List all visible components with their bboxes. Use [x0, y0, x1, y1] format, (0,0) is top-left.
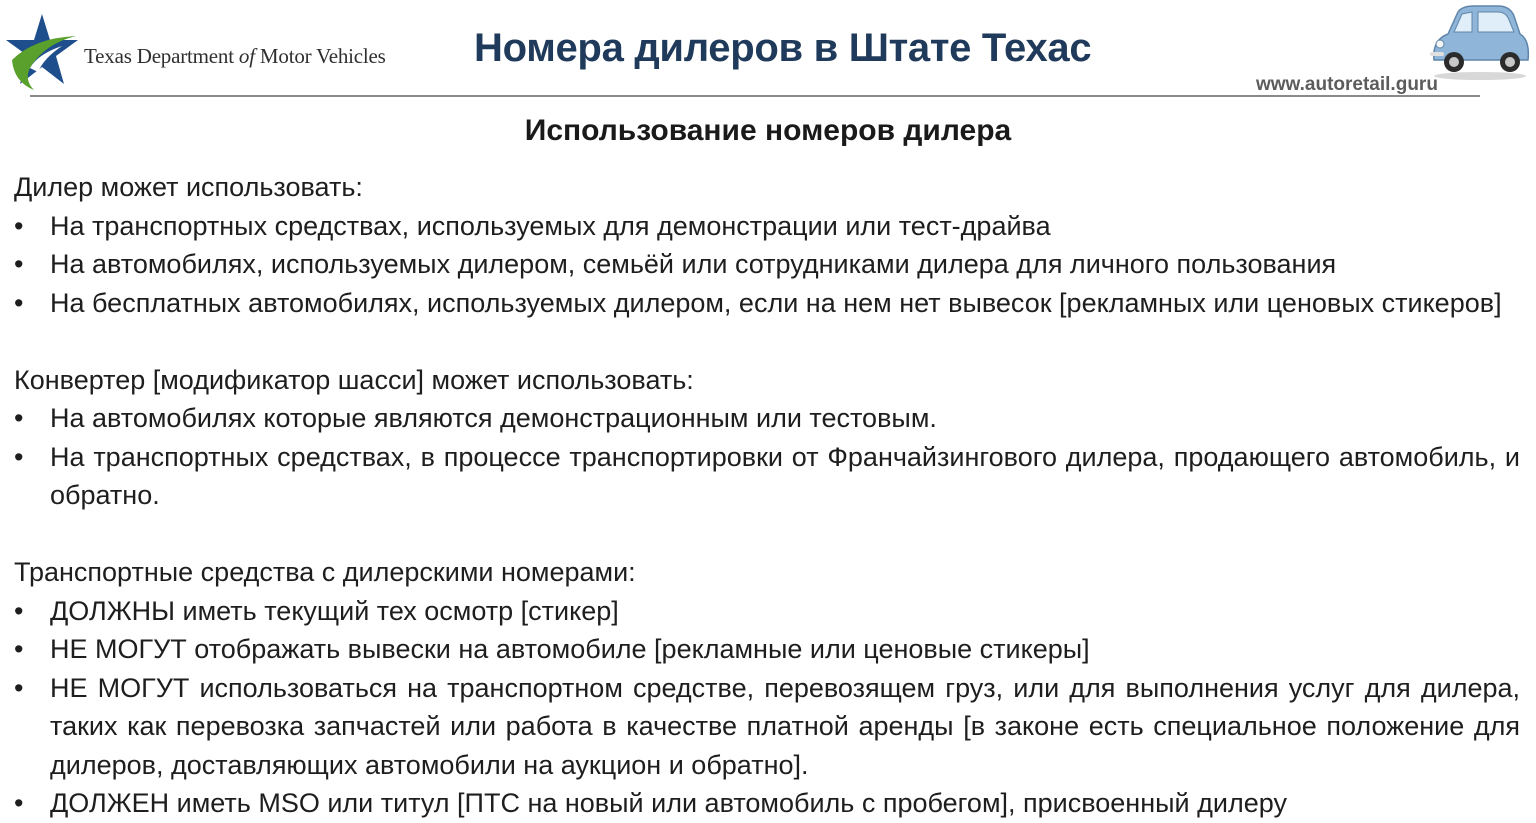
header-divider [30, 95, 1480, 97]
section-dealer [14, 168, 1520, 322]
list-item: • На транспортных средствах, в процессе транспортировки от Франчайзингового дилера, продающего автомобиль, и обратно. [14, 438, 1520, 515]
slide-subtitle: Использование номеров дилера [524, 114, 1012, 147]
bullet-list [14, 592, 1520, 823]
section-converter [14, 361, 1520, 515]
list-item: • На транспортных средствах, используемых для демонстрации или тест-драйва [14, 207, 1520, 246]
bullet-list [14, 207, 1520, 323]
logo-text: Texas Department of Motor Vehicles [84, 44, 386, 68]
watermark-url: www.autoretail.guru [1256, 74, 1438, 95]
slide-content [14, 168, 1520, 823]
list-item: • ДОЛЖЕН иметь MSO или титул [ПТС на новый или автомобиль с пробегом], присвоенный дилеру [14, 784, 1520, 823]
vintage-car-image [1424, 0, 1534, 82]
section-heading: Конвертер [модификатор шасси] может использовать: [14, 364, 694, 395]
list-item: • На автомобилях которые являются демонстрационным или тестовым. [14, 399, 1520, 438]
list-item: • ДОЛЖНЫ иметь текущий тех осмотр [стикер] [14, 592, 1520, 631]
header [0, 0, 1536, 100]
section-heading: Дилер может использовать: [14, 172, 363, 202]
page-title: Номера дилеров в Штате Техас [474, 26, 1092, 70]
list-item: • НЕ МОГУТ отображать вывески на автомобиле [рекламные или ценовые стикеры] [14, 630, 1520, 669]
section-heading: Транспортные средства с дилерскими номерами: [14, 557, 636, 587]
section-vehicles [14, 553, 1520, 823]
list-item: • На бесплатных автомобилях, используемых дилером, если на нем нет вывесок [рекламных или ценовых стикеров] [14, 284, 1520, 323]
bullet-list [14, 399, 1520, 515]
list-item: • НЕ МОГУТ использоваться на транспортном средстве, перевозящем груз, или для выполнения услуг для дилера, таких как перевозка запчастей или работа в качестве платной аренды [в законе есть специальное положение для дилеров, доставляющих автомобили на аукцион и обратно]. [14, 669, 1520, 785]
txdmv-star-logo [4, 10, 86, 92]
list-item: • На автомобилях, используемых дилером, семьёй или сотрудниками дилера для личного пользования [14, 245, 1520, 284]
